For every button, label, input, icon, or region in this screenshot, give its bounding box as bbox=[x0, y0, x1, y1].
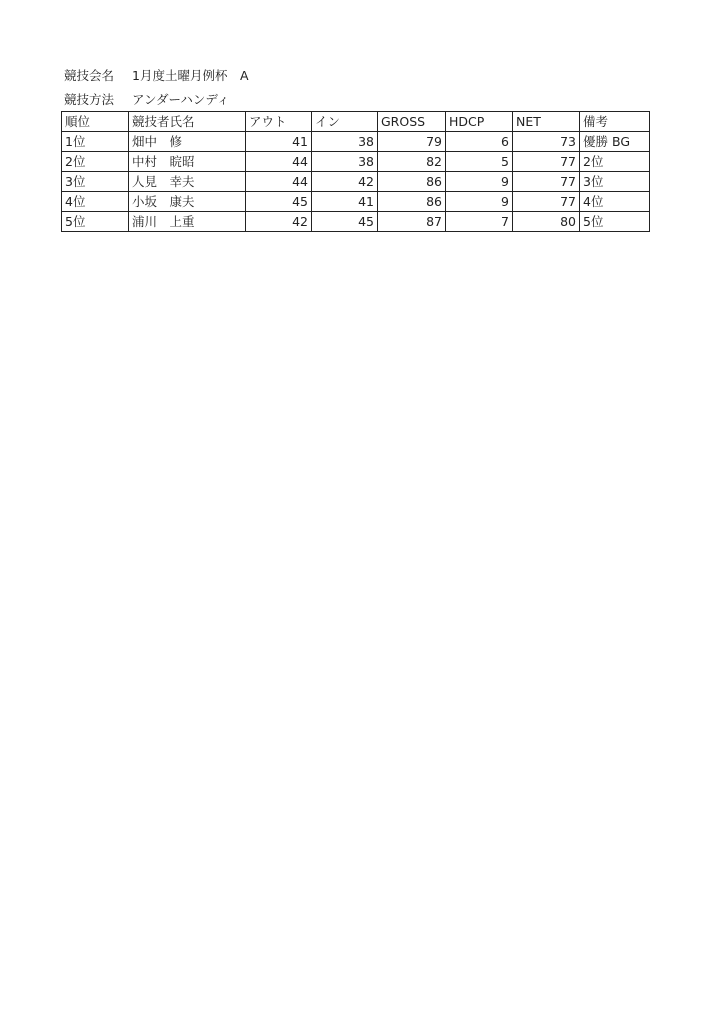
table-row bbox=[62, 192, 650, 212]
cell-gross: 86 bbox=[378, 172, 446, 192]
competition-method-value: アンダーハンディ bbox=[132, 92, 230, 107]
cell-out: 44 bbox=[246, 172, 312, 192]
cell-player-name: 小坂 康夫 bbox=[129, 192, 246, 212]
header-gross: GROSS bbox=[378, 112, 446, 132]
cell-net: 73 bbox=[513, 132, 580, 152]
competition-name-label: 競技会名 bbox=[64, 68, 115, 83]
competition-name-line bbox=[64, 66, 249, 86]
competition-name-value: 1月度土曜月例杯 A bbox=[132, 68, 249, 83]
cell-remarks: 優勝 BG bbox=[580, 132, 650, 152]
cell-out: 44 bbox=[246, 152, 312, 172]
cell-remarks: 5位 bbox=[580, 212, 650, 232]
cell-hdcp: 5 bbox=[446, 152, 513, 172]
cell-hdcp: 6 bbox=[446, 132, 513, 152]
cell-gross: 86 bbox=[378, 192, 446, 212]
header-net: NET bbox=[513, 112, 580, 132]
competition-method-label: 競技方法 bbox=[64, 92, 115, 107]
header-remarks: 備考 bbox=[580, 112, 650, 132]
table-row bbox=[62, 132, 650, 152]
table-header-row bbox=[62, 112, 650, 132]
cell-player-name: 浦川 上重 bbox=[129, 212, 246, 232]
cell-out: 41 bbox=[246, 132, 312, 152]
cell-player-name: 畑中 修 bbox=[129, 132, 246, 152]
cell-in: 42 bbox=[312, 172, 378, 192]
header-rank: 順位 bbox=[62, 112, 129, 132]
cell-out: 42 bbox=[246, 212, 312, 232]
header-in: イン bbox=[312, 112, 378, 132]
cell-rank: 1位 bbox=[62, 132, 129, 152]
cell-out: 45 bbox=[246, 192, 312, 212]
table-row bbox=[62, 212, 650, 232]
cell-hdcp: 7 bbox=[446, 212, 513, 232]
header-out: アウト bbox=[246, 112, 312, 132]
cell-net: 77 bbox=[513, 192, 580, 212]
cell-gross: 82 bbox=[378, 152, 446, 172]
cell-net: 77 bbox=[513, 172, 580, 192]
cell-remarks: 2位 bbox=[580, 152, 650, 172]
cell-rank: 4位 bbox=[62, 192, 129, 212]
results-table bbox=[61, 111, 650, 232]
cell-hdcp: 9 bbox=[446, 172, 513, 192]
cell-player-name: 人見 幸夫 bbox=[129, 172, 246, 192]
cell-net: 80 bbox=[513, 212, 580, 232]
cell-net: 77 bbox=[513, 152, 580, 172]
cell-rank: 2位 bbox=[62, 152, 129, 172]
cell-rank: 5位 bbox=[62, 212, 129, 232]
cell-rank: 3位 bbox=[62, 172, 129, 192]
cell-in: 45 bbox=[312, 212, 378, 232]
cell-in: 41 bbox=[312, 192, 378, 212]
cell-gross: 87 bbox=[378, 212, 446, 232]
header-hdcp: HDCP bbox=[446, 112, 513, 132]
table-row bbox=[62, 172, 650, 192]
cell-remarks: 3位 bbox=[580, 172, 650, 192]
competition-method-line bbox=[64, 90, 229, 110]
table-row bbox=[62, 152, 650, 172]
cell-remarks: 4位 bbox=[580, 192, 650, 212]
header-player-name: 競技者氏名 bbox=[129, 112, 246, 132]
cell-hdcp: 9 bbox=[446, 192, 513, 212]
cell-in: 38 bbox=[312, 132, 378, 152]
cell-in: 38 bbox=[312, 152, 378, 172]
cell-gross: 79 bbox=[378, 132, 446, 152]
cell-player-name: 中村 睆昭 bbox=[129, 152, 246, 172]
